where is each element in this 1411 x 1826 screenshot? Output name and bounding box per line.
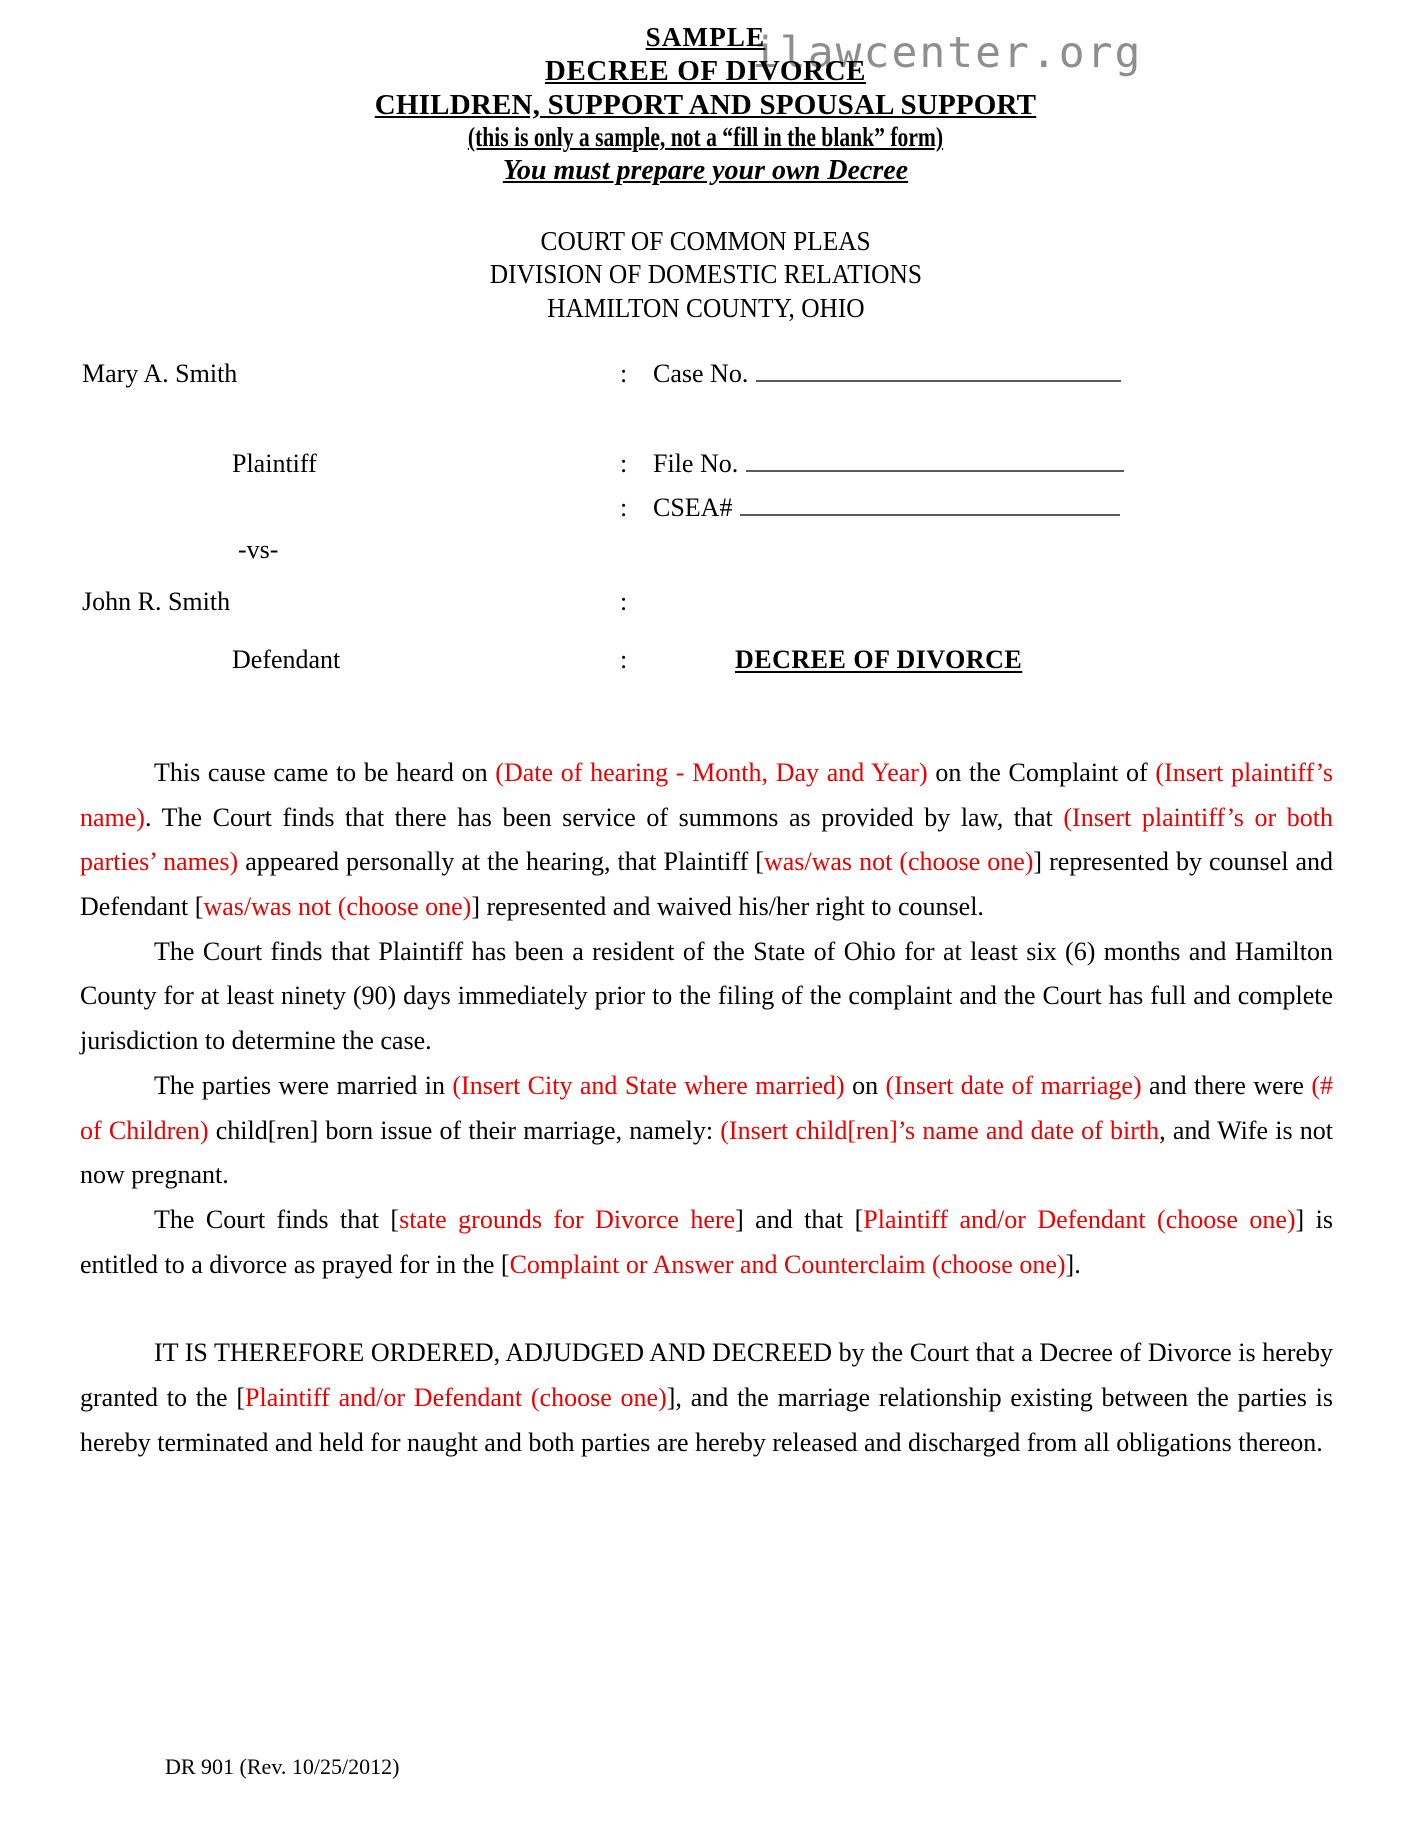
- document-body: [0, 751, 1411, 1466]
- p1-placeholder-plaintiff-counsel: was/was not (choose one): [763, 847, 1034, 877]
- title-line-sample: SAMPLE: [645, 22, 766, 52]
- caption-row-plaintiff-label: [0, 421, 1411, 499]
- p1-text-4: appeared personally at the hearing, that Plaintiff [: [238, 847, 764, 877]
- p1-placeholder-plaintiff-name: (Insert plaintiff’s name): [80, 757, 1334, 832]
- p1-text-1: This cause came to be heard on: [154, 757, 496, 787]
- title-line-prepare-own: You must prepare your own Decree: [502, 155, 909, 187]
- decree-heading: DECREE OF DIVORCE: [735, 644, 1023, 674]
- caption-colon: :: [620, 358, 628, 388]
- case-caption-block: [0, 359, 1411, 693]
- defendant-label: Defendant: [232, 644, 341, 674]
- p4-placeholder-pleading: Complaint or Answer and Counterclaim (choose one): [509, 1249, 1066, 1279]
- case-no-field: [653, 359, 1121, 389]
- p3-placeholder-children-names: (Insert child[ren]’s name and date of birth: [720, 1115, 1160, 1145]
- p3-text-3: and there were: [1141, 1070, 1312, 1100]
- caption-row-defendant-name: [0, 569, 1411, 631]
- caption-colon: :: [620, 644, 628, 674]
- p3-placeholder-num-children: (# of Children): [80, 1070, 1333, 1145]
- paragraph-cause-heard: [80, 751, 1333, 930]
- paragraph-marriage-children: [80, 1064, 1333, 1198]
- case-no-label: Case No.: [653, 358, 749, 388]
- p3-text-1: The parties were married in: [154, 1070, 453, 1100]
- paragraph-spacer: [80, 1287, 1333, 1331]
- p4-placeholder-grounds: state grounds for Divorce here: [399, 1204, 736, 1234]
- defendant-name: John R. Smith: [82, 586, 231, 616]
- court-name: COURT OF COMMON PLEAS: [540, 226, 871, 257]
- plaintiff-label: Plaintiff: [232, 448, 317, 478]
- caption-row-plaintiff-name: [0, 359, 1411, 421]
- title-line-sample-note: (this is only a sample, not a “fill in the blank” form): [467, 122, 944, 153]
- p1-text-2: on the Complaint of: [927, 757, 1156, 787]
- caption-colon: :: [620, 586, 628, 616]
- p1-placeholder-defendant-counsel: was/was not (choose one): [203, 891, 472, 921]
- caption-colon: :: [620, 492, 628, 522]
- title-line-children-support: CHILDREN, SUPPORT AND SPOUSAL SUPPORT: [374, 89, 1037, 122]
- plaintiff-name: Mary A. Smith: [82, 358, 238, 388]
- p1-placeholder-parties-names: (Insert plaintiff’s or both parties’ names): [80, 802, 1333, 877]
- title-line-decree: DECREE OF DIVORCE: [544, 54, 867, 87]
- p3-text-5: , and Wife is not now pregnant.: [80, 1115, 1333, 1190]
- paragraph-ordered-adjudged: [80, 1331, 1333, 1465]
- p5-placeholder-granted-party: Plaintiff and/or Defendant (choose one): [245, 1383, 667, 1413]
- caption-colon: :: [620, 448, 628, 478]
- caption-row-csea: [0, 492, 1411, 569]
- csea-label: CSEA#: [653, 492, 733, 522]
- p3-placeholder-city-state: (Insert City and State where married): [452, 1070, 845, 1100]
- p5-text-1: IT IS THEREFORE ORDERED, ADJUDGED AND DECREED by the Court that a Decree of Divorce is hereby granted to the [: [80, 1338, 1333, 1413]
- p5-text-2: ], and the marriage relationship existing between the parties is hereby terminated and held for naught and both parties are hereby released and discharged from all obligations thereon.: [80, 1383, 1333, 1457]
- court-division: DIVISION OF DOMESTIC RELATIONS: [489, 259, 922, 290]
- paragraph-grounds: [80, 1198, 1333, 1287]
- form-number-footer: DR 901 (Rev. 10/25/2012): [165, 1754, 400, 1779]
- p4-text-2: ] and that [: [735, 1204, 864, 1234]
- file-no-label: File No.: [653, 448, 739, 478]
- csea-input[interactable]: [740, 494, 1120, 516]
- vs-label: -vs-: [238, 534, 279, 564]
- csea-field: [653, 493, 1120, 523]
- file-no-field: [653, 449, 1124, 479]
- court-heading-block: [0, 225, 1411, 325]
- file-no-input[interactable]: [746, 450, 1124, 472]
- p1-text-3: . The Court finds that there has been service of summons as provided by law, that: [144, 802, 1064, 832]
- caption-row-defendant-label: [0, 631, 1411, 693]
- p2-text-1: The Court finds that Plaintiff has been a resident of the State of Ohio for at least six (6) months and Hamilton County for at least ninety (90) days immediately prior to the filing of the complaint and the Court has full and complete jurisdiction to determine the case.: [80, 936, 1333, 1056]
- site-watermark: ilawcenter.org: [752, 28, 1143, 78]
- p3-text-4: child[ren] born issue of their marriage, namely:: [208, 1115, 721, 1145]
- court-county: HAMILTON COUNTY, OHIO: [546, 292, 865, 323]
- p1-text-6: ] represented and waived his/her right to counsel.: [471, 891, 984, 921]
- document-title-block: [0, 0, 1411, 187]
- p1-text-5: ] represented by counsel and Defendant [: [80, 847, 1333, 921]
- p3-text-2: on: [844, 1070, 886, 1100]
- case-no-input[interactable]: [756, 360, 1121, 382]
- p4-text-1: The Court finds that [: [154, 1204, 400, 1234]
- p4-text-3: ] is entitled to a divorce as prayed for in the [: [80, 1204, 1333, 1279]
- p3-placeholder-marriage-date: (Insert date of marriage): [885, 1070, 1142, 1100]
- p1-placeholder-hearing-date: (Date of hearing - Month, Day and Year): [495, 757, 928, 787]
- paragraph-residency: [80, 930, 1333, 1064]
- p4-placeholder-entitled-party: Plaintiff and/or Defendant (choose one): [863, 1204, 1296, 1234]
- p4-text-4: ].: [1065, 1249, 1081, 1279]
